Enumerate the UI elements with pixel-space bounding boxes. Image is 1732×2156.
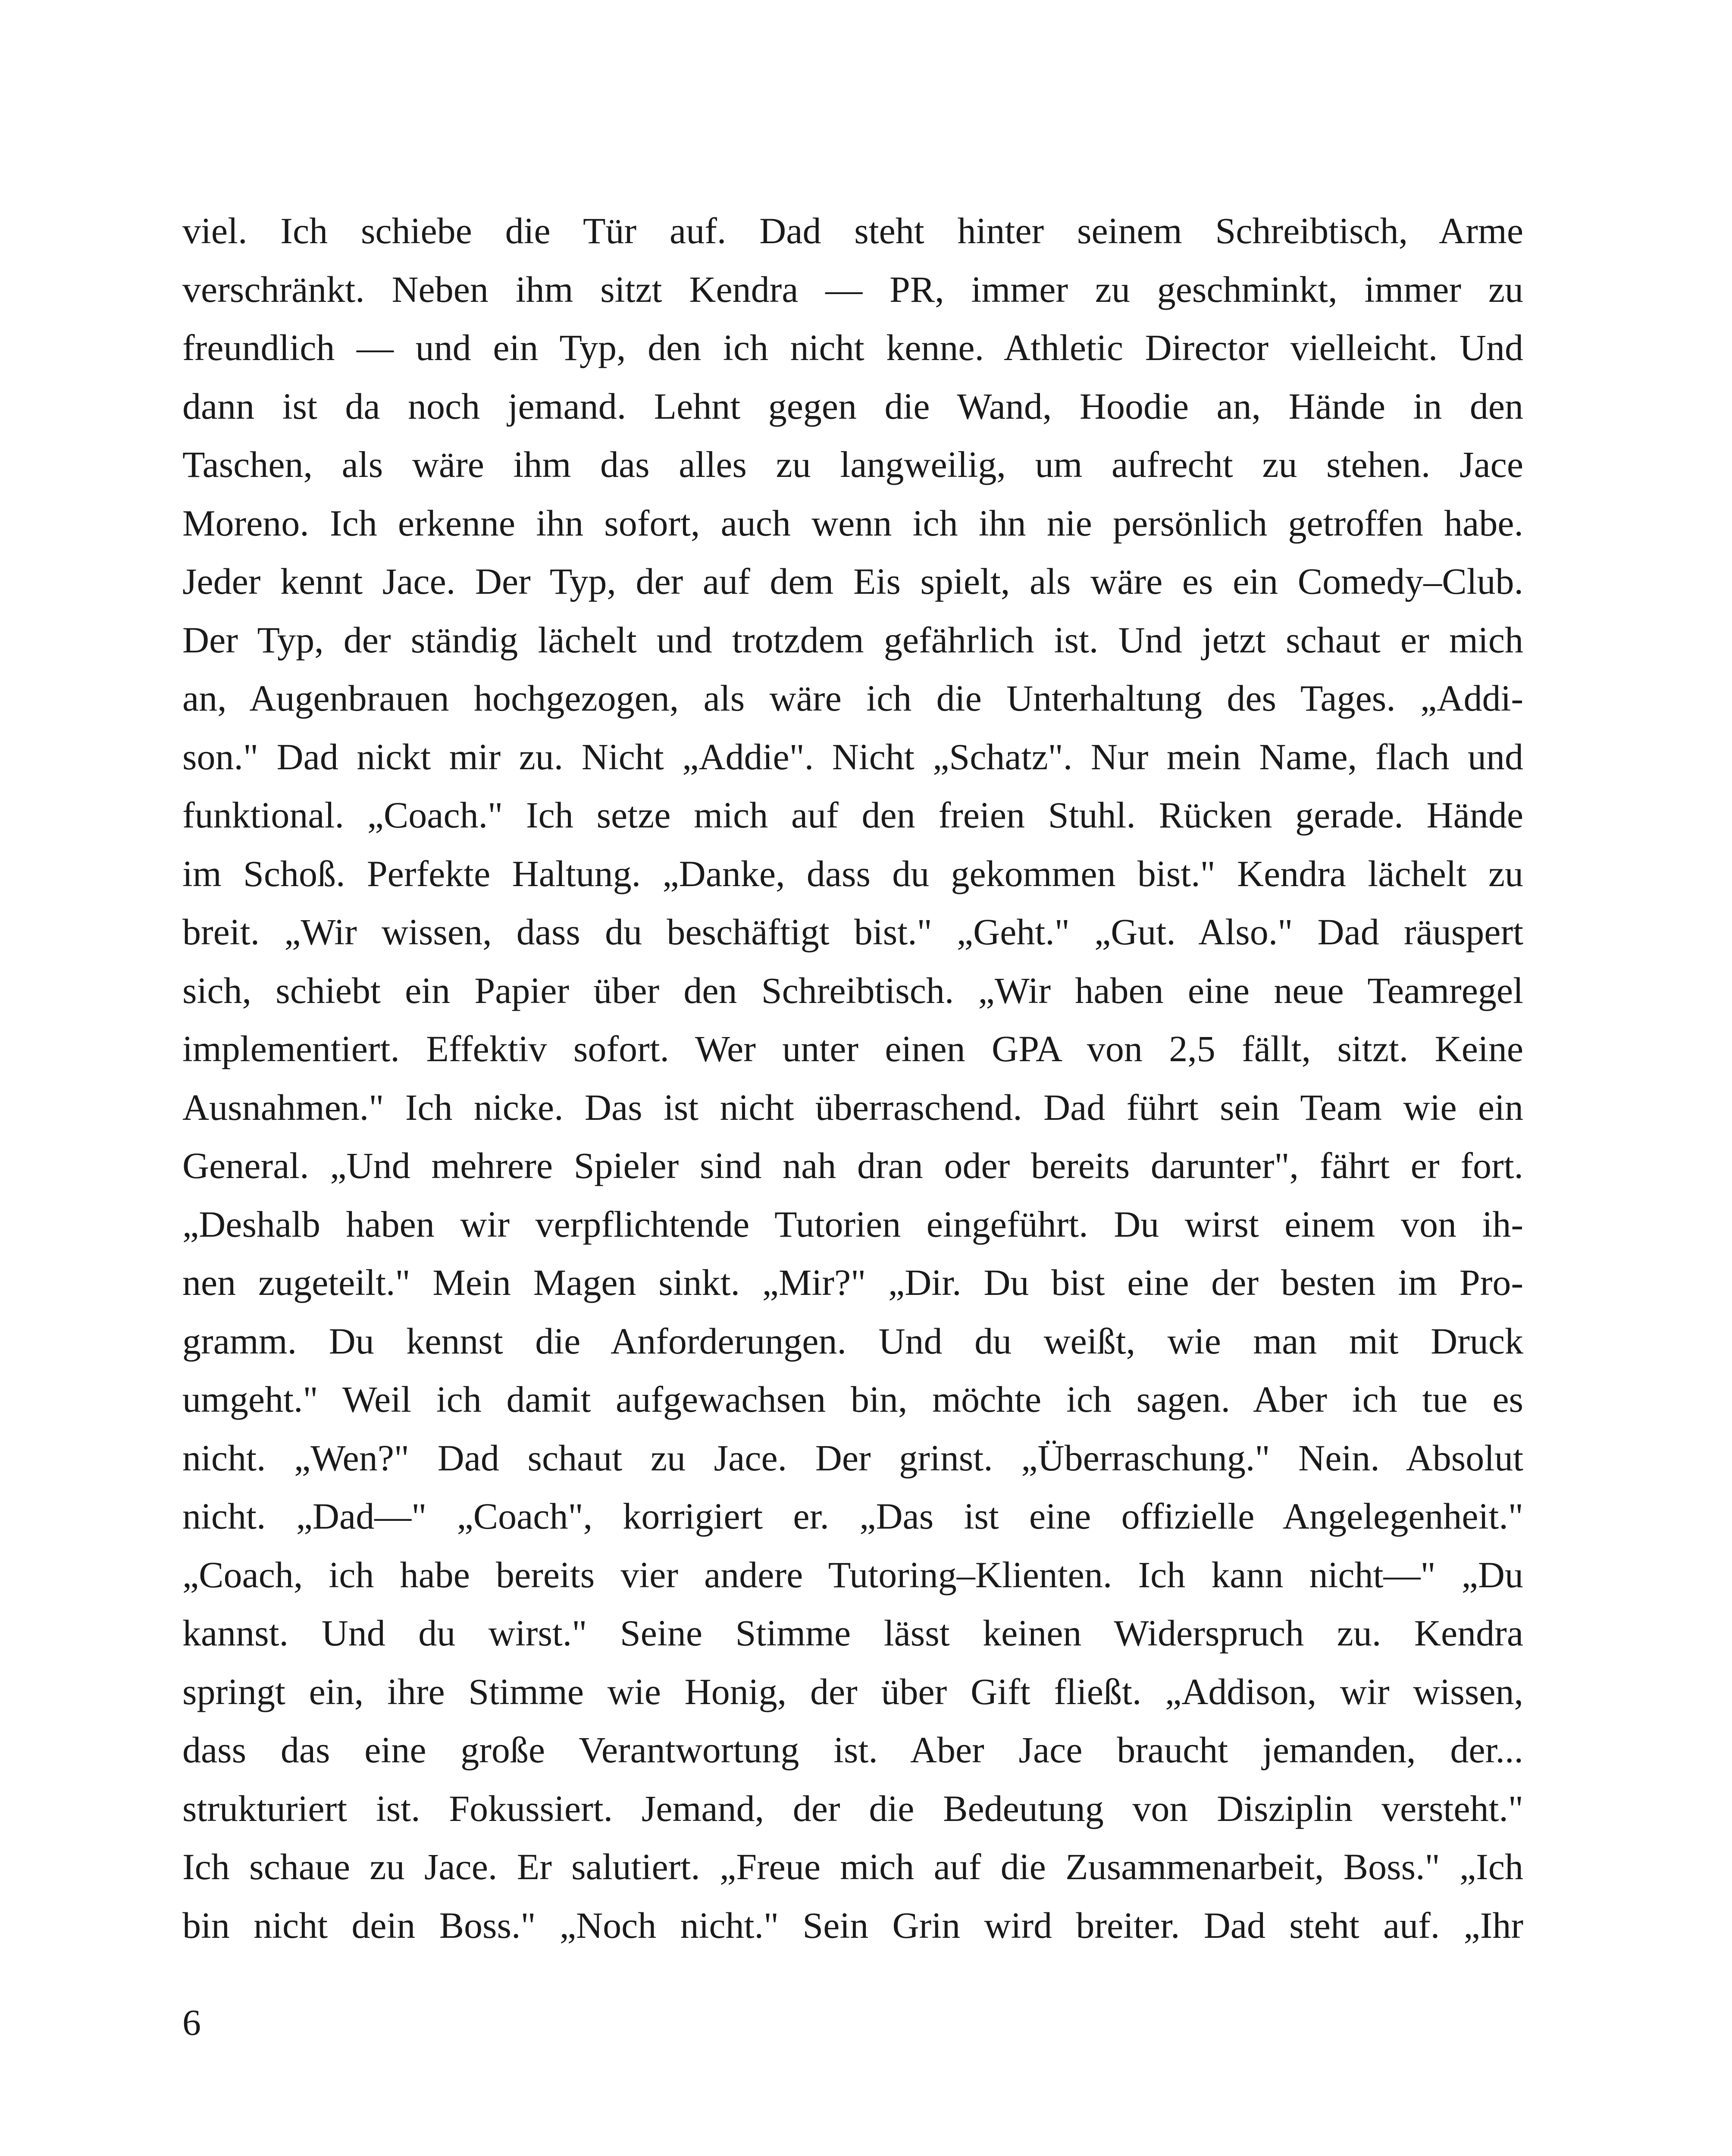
- text-line-24: „Coach, ich habe bereits vier andere Tutoring–Klienten. Ich kann nicht—" „Du: [182, 1554, 1523, 1595]
- text-line-1: viel. Ich schiebe die Tür auf. Dad steht hinter seinem Schreibtisch, Arme: [182, 210, 1523, 251]
- text-line-22: nicht. „Wen?" Dad schaut zu Jace. Der grinst. „Überraschung." Nein. Absolut: [182, 1437, 1523, 1479]
- text-line-29: Ich schaue zu Jace. Er salutiert. „Freue mich auf die Zusammenarbeit, Boss." „Ich: [182, 1846, 1523, 1887]
- text-line-26: springt ein, ihre Stimme wie Honig, der über Gift fließt. „Addison, wir wissen,: [182, 1670, 1523, 1712]
- text-line-21: umgeht." Weil ich damit aufgewachsen bin, möchte ich sagen. Aber ich tue es: [182, 1379, 1523, 1420]
- text-line-15: implementiert. Effektiv sofort. Wer unter einen GPA von 2,5 fällt, sitzt. Keine: [182, 1028, 1523, 1069]
- text-line-30: bin nicht dein Boss." „Noch nicht." Sein Grin wird breiter. Dad steht auf. „Ihr: [182, 1904, 1523, 1946]
- text-line-11: funktional. „Coach." Ich setze mich auf den freien Stuhl. Rücken gerade. Hände: [182, 794, 1523, 836]
- text-line-20: gramm. Du kennst die Anforderungen. Und du weißt, wie man mit Druck: [182, 1320, 1523, 1362]
- text-line-8: Der Typ, der ständig lächelt und trotzdem gefährlich ist. Und jetzt schaut er mich: [182, 619, 1523, 661]
- text-line-14: sich, schiebt ein Papier über den Schreibtisch. „Wir haben eine neue Teamregel: [182, 969, 1523, 1011]
- text-line-18: „Deshalb haben wir verpflichtende Tutorien eingeführt. Du wirst einem von ih-: [182, 1203, 1523, 1245]
- text-line-17: General. „Und mehrere Spieler sind nah dran oder bereits darunter", fährt er fort.: [182, 1145, 1523, 1186]
- text-line-19: nen zugeteilt." Mein Magen sinkt. „Mir?" „Dir. Du bist eine der besten im Pro-: [182, 1262, 1523, 1303]
- text-line-23: nicht. „Dad—" „Coach", korrigiert er. „Das ist eine offizielle Angelegenheit.": [182, 1495, 1523, 1537]
- text-line-10: son." Dad nickt mir zu. Nicht „Addie". Nicht „Schatz". Nur mein Name, flach und: [182, 736, 1523, 777]
- text-line-9: an, Augenbrauen hochgezogen, als wäre ich die Unterhaltung des Tages. „Addi-: [182, 677, 1523, 719]
- text-line-2: verschränkt. Neben ihm sitzt Kendra — PR, immer zu geschminkt, immer zu: [182, 268, 1523, 310]
- text-line-4: dann ist da noch jemand. Lehnt gegen die Wand, Hoodie an, Hände in den: [182, 385, 1523, 427]
- text-line-28: strukturiert ist. Fokussiert. Jemand, der die Bedeutung von Disziplin versteht.": [182, 1787, 1523, 1829]
- text-line-5: Taschen, als wäre ihm das alles zu langweilig, um aufrecht zu stehen. Jace: [182, 444, 1523, 485]
- text-line-25: kannst. Und du wirst." Seine Stimme lässt keinen Widerspruch zu. Kendra: [182, 1612, 1523, 1654]
- text-line-13: breit. „Wir wissen, dass du beschäftigt bist." „Geht." „Gut. Also." Dad räuspert: [182, 911, 1523, 953]
- body-text: [182, 202, 1523, 1955]
- page-number: 6: [182, 2002, 201, 2043]
- text-line-27: dass das eine große Verantwortung ist. Aber Jace braucht jemanden, der...: [182, 1729, 1523, 1771]
- text-line-7: Jeder kennt Jace. Der Typ, der auf dem Eis spielt, als wäre es ein Comedy–Club.: [182, 561, 1523, 602]
- text-line-16: Ausnahmen." Ich nicke. Das ist nicht überraschend. Dad führt sein Team wie ein: [182, 1086, 1523, 1128]
- text-line-12: im Schoß. Perfekte Haltung. „Danke, dass du gekommen bist." Kendra lächelt zu: [182, 852, 1523, 894]
- text-line-6: Moreno. Ich erkenne ihn sofort, auch wenn ich ihn nie persönlich getroffen habe.: [182, 502, 1523, 544]
- text-line-3: freundlich — und ein Typ, den ich nicht kenne. Athletic Director vielleicht. Und: [182, 327, 1523, 368]
